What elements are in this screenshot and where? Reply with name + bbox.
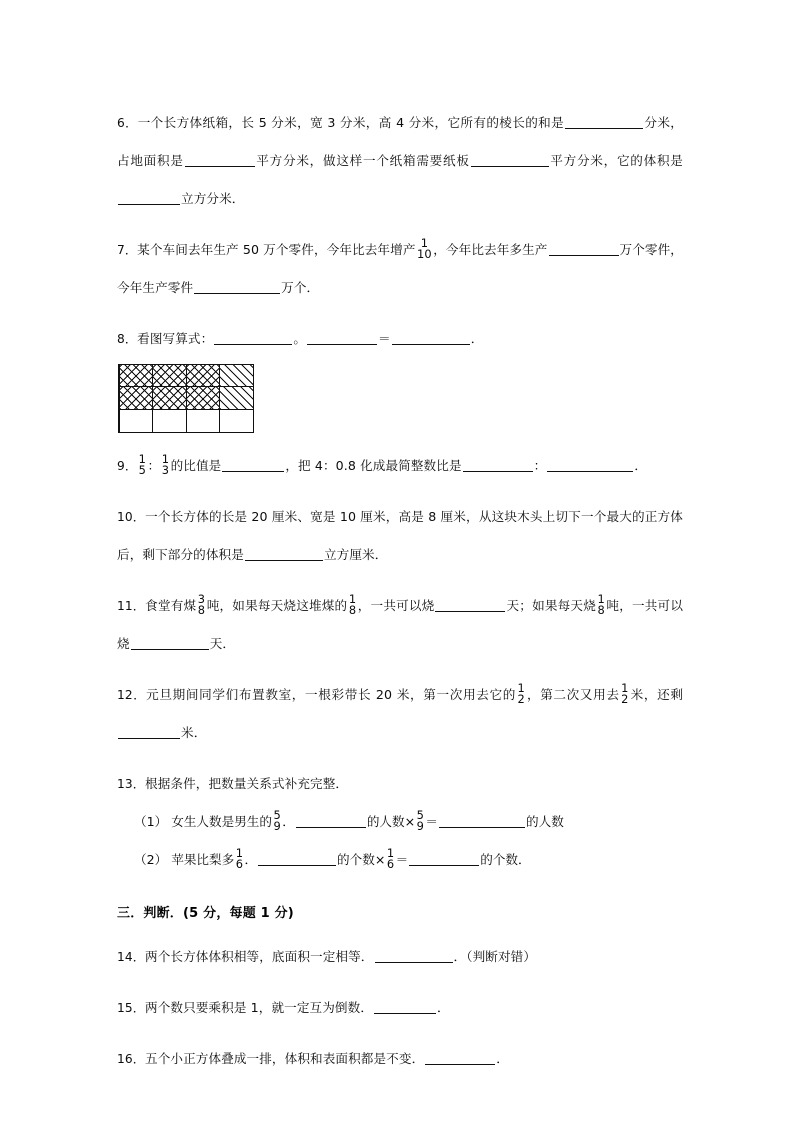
question-q10 [117, 498, 683, 574]
question-q8-body [117, 320, 683, 358]
answer-blank[interactable] [439, 815, 525, 828]
grid-cell-cross [120, 365, 153, 387]
grid-cell-diag [220, 387, 253, 409]
question-number: 8． [117, 332, 138, 346]
answer-blank[interactable] [375, 950, 453, 963]
grid-cell-blankcell [153, 410, 186, 432]
question-q15-body [117, 989, 683, 1027]
question-text: 吨，如果每天烧这堆煤的 [206, 598, 348, 613]
fraction-numerator: 1 [386, 845, 395, 860]
fraction [417, 235, 432, 262]
question-number: 9． [117, 459, 138, 473]
fraction-denominator: 2 [517, 692, 525, 707]
question-number: 13． [117, 777, 145, 791]
question-text: 米． [181, 725, 207, 740]
fraction-denominator: 8 [597, 603, 605, 618]
fraction-denominator: 6 [235, 857, 243, 872]
question-q15 [117, 989, 683, 1027]
answer-blank[interactable] [463, 459, 533, 472]
question-number: 15． [117, 1001, 145, 1015]
question-q14-body [117, 938, 683, 976]
fraction-grid-diagram [118, 364, 254, 433]
fraction-denominator: 8 [348, 603, 357, 618]
question-text: 看图写算式： [137, 331, 214, 346]
question-text: 两个数只要乘积是 1，就一定互为倒数． [145, 1000, 374, 1015]
question-text: ，一共可以烧 [357, 598, 435, 613]
question-text: 天． [209, 636, 236, 651]
answer-blank[interactable] [131, 637, 209, 650]
fraction [161, 451, 170, 478]
question-text: 万个． [281, 280, 320, 295]
question-text: 米，还剩 [630, 687, 684, 702]
fraction [197, 591, 206, 618]
question-q9 [117, 447, 683, 485]
question-q13 [117, 765, 683, 803]
question-text: 女生人数是男生的 [171, 814, 272, 829]
question-text: 元旦期间同学们布置教室，一根彩带长 20 米，第一次用去它的 [146, 687, 517, 702]
question-q11 [117, 587, 683, 663]
grid-cell-cross [187, 387, 220, 409]
question-q12-body [117, 676, 683, 752]
question-text: 苹果比梨多 [171, 852, 235, 867]
question-text: 立方分米． [181, 191, 245, 206]
fraction [138, 451, 147, 478]
question-q16-body [117, 1040, 683, 1078]
fraction-denominator: 9 [416, 819, 424, 834]
question-text: ． [244, 852, 258, 867]
question-q7-body [117, 231, 683, 307]
answer-blank[interactable] [214, 332, 292, 345]
question-q10-body [117, 498, 683, 574]
question-text: ． [634, 458, 648, 473]
grid-cell-cross [120, 387, 153, 409]
question-q6-body [117, 104, 683, 218]
question-text: ： [533, 458, 547, 473]
fraction-numerator: 5 [416, 807, 424, 822]
question-text: ＝ [378, 331, 391, 346]
question-text: ＝ [425, 814, 438, 829]
section-heading-judge: 三．判断．(5 分，每题 1 分) [117, 906, 294, 921]
question-text: ．（判断对错） [453, 949, 537, 964]
answer-blank[interactable] [185, 154, 255, 167]
question-number: 14． [117, 950, 145, 964]
question-q13-sub1 [117, 803, 683, 841]
question-text: 的比值是 [170, 458, 222, 473]
fraction-numerator: 3 [197, 591, 206, 606]
question-text: 天；如果每天烧 [506, 598, 596, 613]
fraction [416, 807, 424, 834]
question-text: 的人数 [526, 814, 564, 829]
subitem-label: （2） [134, 852, 172, 867]
question-text: 立方厘米． [323, 547, 388, 562]
grid-cell-cross [153, 387, 186, 409]
question-text: 一个长方体纸箱，长 5 分米，宽 3 分米，高 4 分米，它所有的棱长的和是 [137, 115, 565, 130]
figure-container [118, 364, 683, 438]
question-q9-body [117, 447, 683, 485]
question-text: 万个零件，今年生产零件 [117, 242, 683, 295]
question-text: 一个长方体的长是 20 厘米、宽是 10 厘米，高是 8 厘米，从这块木头上切下一个最大的正方体后，剩下部分的体积是 [117, 509, 683, 562]
question-number: 12． [117, 688, 147, 702]
fraction [517, 680, 525, 707]
question-q13-sub2-body [134, 841, 683, 879]
fraction-numerator: 1 [420, 235, 429, 250]
question-q8 [117, 320, 683, 358]
fraction-denominator: 2 [621, 692, 629, 707]
fraction-denominator: 5 [138, 463, 147, 478]
question-text: 食堂有煤 [145, 598, 197, 613]
fraction-numerator: 1 [517, 680, 525, 695]
answer-blank[interactable] [296, 815, 366, 828]
grid-cell-blankcell [187, 410, 220, 432]
question-text: ． [496, 1051, 509, 1066]
answer-blank[interactable] [374, 1001, 436, 1014]
question-text: ，今年比去年多生产 [433, 242, 548, 257]
fraction-denominator: 9 [273, 819, 281, 834]
answer-blank[interactable] [565, 116, 643, 129]
answer-blank[interactable] [471, 154, 549, 167]
question-text: ＝ [395, 852, 409, 867]
fraction [597, 591, 605, 618]
question-text: 根据条件，把数量关系式补充完整． [145, 776, 349, 791]
fraction-numerator: 1 [161, 451, 170, 466]
answer-blank[interactable] [245, 548, 323, 561]
question-number: 7． [117, 243, 138, 257]
question-text: 分米，占地面积是 [117, 115, 683, 168]
question-text: 两个长方体体积相等，底面积一定相等． [145, 949, 374, 964]
fraction-denominator: 10 [417, 247, 432, 262]
grid-cell-blankcell [120, 410, 153, 432]
fraction [348, 591, 357, 618]
question-text: 的个数× [337, 852, 386, 867]
question-q11-body [117, 587, 683, 663]
question-text: ． [470, 331, 484, 346]
question-q16 [117, 1040, 683, 1078]
question-q7 [117, 231, 683, 307]
fraction [273, 807, 281, 834]
question-number: 16． [117, 1052, 145, 1066]
grid-cell-blankcell [220, 410, 253, 432]
fraction-numerator: 1 [597, 591, 605, 606]
fraction-numerator: 1 [348, 591, 357, 606]
answer-blank[interactable] [425, 1052, 495, 1065]
question-text: ： [147, 458, 161, 473]
question-number: 6． [117, 116, 138, 130]
fraction-numerator: 1 [621, 680, 629, 695]
question-text: 平方分米，做这样一个纸箱需要纸板 [255, 153, 470, 168]
fraction-denominator: 8 [197, 603, 206, 618]
question-text: 五个小正方体叠成一排，体积和表面积都是不变． [145, 1051, 425, 1066]
fraction-denominator: 6 [386, 857, 395, 872]
answer-blank[interactable] [549, 243, 619, 256]
question-q13-sub1-body [134, 803, 683, 841]
question-text: ，把 4：0.8 化成最简整数比是 [285, 458, 462, 473]
answer-blank[interactable] [118, 726, 180, 739]
fraction-denominator: 3 [161, 463, 170, 478]
question-q13-sub2 [117, 841, 683, 879]
question-text: ． [437, 1000, 450, 1015]
question-text: ，第二次又用去 [526, 687, 620, 702]
question-list [117, 104, 683, 1078]
fraction-numerator: 1 [138, 451, 147, 466]
answer-blank[interactable] [222, 459, 284, 472]
question-text: 的个数． [480, 852, 531, 867]
question-text: 的人数× [366, 814, 416, 829]
question-text: 平方分米，它的体积是 [549, 153, 683, 168]
answer-blank[interactable] [435, 599, 505, 612]
question-q14 [117, 938, 683, 976]
question-number: 11． [117, 599, 146, 613]
grid-cell-diag [220, 365, 253, 387]
fraction [386, 845, 395, 872]
answer-blank[interactable] [258, 853, 336, 866]
question-q6 [117, 104, 683, 218]
fraction [621, 680, 629, 707]
grid-cell-cross [187, 365, 220, 387]
question-text: 吨，一共可以烧 [117, 598, 684, 651]
answer-blank[interactable] [392, 332, 470, 345]
answer-blank[interactable] [118, 192, 180, 205]
grid-cell-cross [153, 365, 186, 387]
question-number: 10． [117, 510, 146, 524]
answer-blank[interactable] [307, 332, 377, 345]
answer-blank[interactable] [194, 281, 280, 294]
question-text: 。 [293, 331, 307, 346]
answer-blank[interactable] [547, 459, 633, 472]
fraction [235, 845, 243, 872]
subitem-label: （1） [134, 814, 172, 829]
question-text: 某个车间去年生产 50 万个零件，今年比去年增产 [137, 242, 416, 257]
fraction-numerator: 5 [273, 807, 281, 822]
question-q13-stem [117, 765, 683, 803]
question-text: ． [282, 814, 295, 829]
question-q12 [117, 676, 683, 752]
fraction-numerator: 1 [235, 845, 243, 860]
answer-blank[interactable] [409, 853, 479, 866]
